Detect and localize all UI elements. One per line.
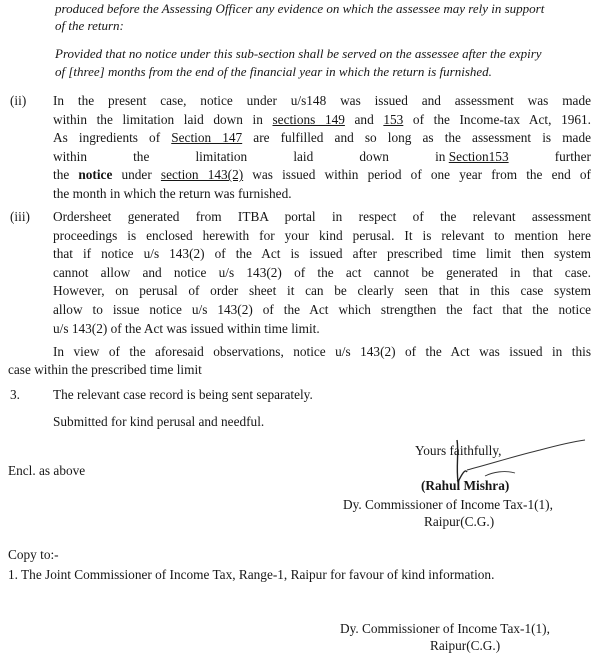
para-ii-line-2: within the limitation laid down in sections 149 and 153 of the Income-tax Act, 1961. xyxy=(53,111,591,127)
proviso-top-line-1: produced before the Assessing Officer any evidence on which the assessee may rely in support xyxy=(55,1,545,16)
para-ii-line-4: within the limitation laid down in Section153 further xyxy=(53,148,591,164)
link-sections-149[interactable]: sections 149 xyxy=(272,111,345,127)
para-ii xyxy=(53,92,591,204)
link-section-147[interactable]: Section 147 xyxy=(171,130,243,146)
conclusion-line-1: In view of the aforesaid observations, notice u/s 143(2) of the Act was issued in this xyxy=(53,344,591,359)
footer-place: Raipur(C.G.) xyxy=(430,638,501,653)
item-3-number: 3. xyxy=(10,387,20,402)
closing-signatory-name: (Rahul Mishra) xyxy=(421,478,510,493)
para-ii-line-1: In the present case, notice under u/s148 was issued and assessment was made xyxy=(53,93,591,108)
para-iii-line-2: proceedings is enclosed herewith for your kind perusal. It is relevant to mention here xyxy=(53,227,591,243)
para-ii-number: (ii) xyxy=(10,93,27,108)
item-3-text: The relevant case record is being sent separately. xyxy=(53,387,313,402)
link-section153[interactable]: Section153 xyxy=(448,148,509,164)
proviso-second-line-2: of [three] months from the end of the financial year in which the return is furnished. xyxy=(55,64,492,79)
proviso-top-line-2: of the return: xyxy=(55,18,124,33)
para-iii-number: (iii) xyxy=(10,209,30,224)
para-iii-line-4: cannot allow and notice u/s 143(2) of the act cannot be generated in that case. xyxy=(53,264,591,280)
para-ii-line-6: the month in which the return was furnished. xyxy=(53,185,292,201)
proviso-second-line-1: Provided that no notice under this sub-section shall be served on the assessee after the expiry xyxy=(55,46,542,61)
submitted-line: Submitted for kind perusal and needful. xyxy=(53,414,265,429)
conclusion-line-2: case within the prescribed time limit xyxy=(8,362,202,377)
closing-place: Raipur(C.G.) xyxy=(424,514,495,529)
para-ii-line-3: As ingredients of Section 147 are fulfilled and so long as the assessment is made xyxy=(53,130,591,146)
para-iii-line-1: Ordersheet generated from ITBA portal in respect of the relevant assessment xyxy=(53,209,591,224)
para-iii-line-3: that if notice u/s 143(2) of the Act is issued after prescribed time limit then system xyxy=(53,246,591,262)
link-section-153[interactable]: 153 xyxy=(383,111,404,127)
para-iii-line-5: However, on perusal of order sheet it can be clearly seen that in this case system xyxy=(53,283,591,299)
para-iii xyxy=(53,208,591,338)
link-section-143-2[interactable]: section 143(2) xyxy=(160,167,244,183)
enclosure-note: Encl. as above xyxy=(8,463,86,478)
para-ii-line-5: the notice under section 143(2) was issued within period of one year from the end of xyxy=(53,167,591,183)
copy-to-heading: Copy to:- xyxy=(8,547,59,562)
closing-designation: Dy. Commissioner of Income Tax-1(1), xyxy=(343,497,553,512)
para-iii-line-6: allow to issue notice u/s 143(2) of the Act which strengthen the fact that the notice xyxy=(53,301,591,317)
copy-to-item-1: 1. The Joint Commissioner of Income Tax, Range-1, Raipur for favour of kind information. xyxy=(8,567,495,582)
para-iii-line-7: u/s 143(2) of the Act was issued within time limit. xyxy=(53,320,320,336)
closing-yours-faithfully: Yours faithfully, xyxy=(415,443,502,458)
footer-designation: Dy. Commissioner of Income Tax-1(1), xyxy=(340,621,550,636)
